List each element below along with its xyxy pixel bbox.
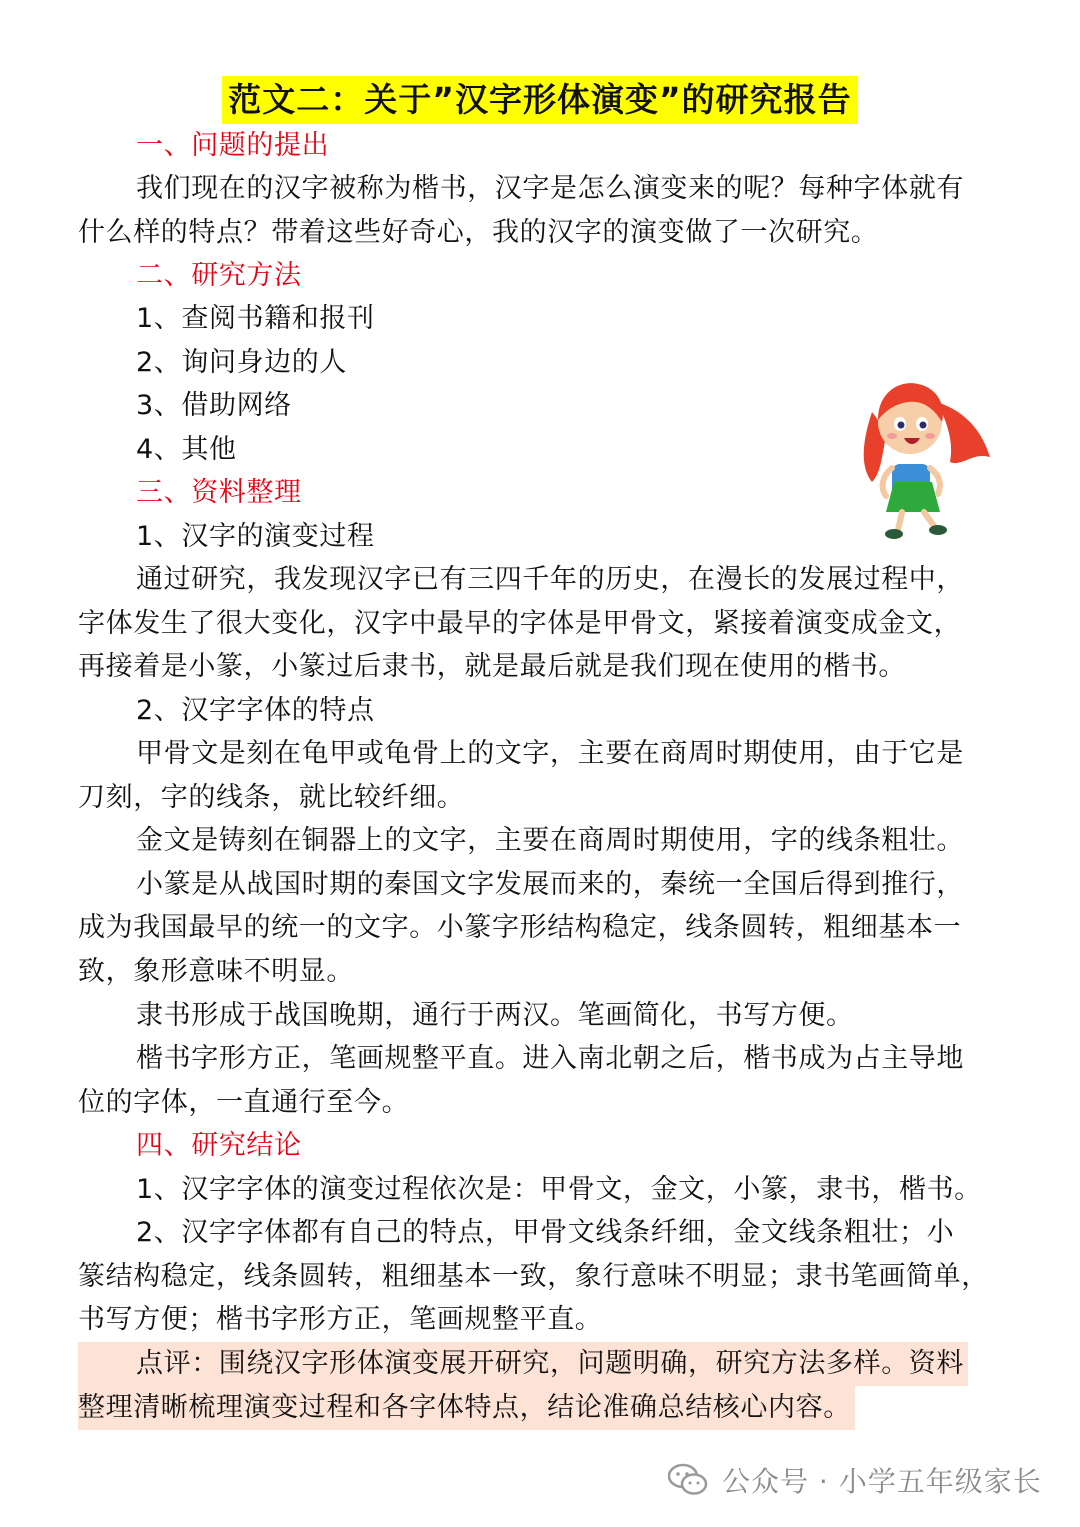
paragraph-line: 我们现在的汉字被称为楷书，汉字是怎么演变来的呢？每种字体就有 [136,173,964,204]
section-heading-2: 二、研究方法 [136,260,302,291]
paragraph-line: 金文是铸刻在铜器上的文字，主要在商周时期使用，字的线条粗壮。 [136,825,964,856]
footer-watermark [668,1455,1042,1505]
subheading: 2、汉字字体的特点 [136,695,375,726]
paragraph-line: 致，象形意味不明显。 [78,956,354,987]
comment-highlight: 点评：围绕汉字形体演变展开研究，问题明确，研究方法多样。资料 [78,1342,968,1386]
list-item: 4、其他 [136,434,237,465]
paragraph-line: 位的字体，一直通行至今。 [78,1087,410,1118]
list-item: 1、查阅书籍和报刊 [136,303,375,334]
list-item: 3、借助网络 [136,390,292,421]
paragraph-line: 成为我国最早的统一的文字。小篆字形结构稳定，线条圆转，粗细基本一 [78,912,962,943]
list-item: 2、询问身边的人 [136,347,347,378]
section-heading-4: 四、研究结论 [136,1130,302,1161]
paragraph-line: 2、汉字字体都有自己的特点，甲骨文线条纤细，金文线条粗壮；小 [136,1217,955,1248]
girl-illustration [842,372,992,547]
comment-line-2 [78,1386,1008,1430]
paragraph-line: 楷书字形方正，笔画规整平直。进入南北朝之后，楷书成为占主导地 [136,1043,964,1074]
paragraph-line: 字体发生了很大变化，汉字中最早的字体是甲骨文，紧接着演变成金文， [78,608,962,639]
paragraph-line: 刀刻，字的线条，就比较纤细。 [78,782,465,813]
paragraph-line: 书写方便；楷书字形方正，笔画规整平直。 [78,1304,603,1335]
page-title: 范文二：关于”汉字形体演变”的研究报告 [222,76,857,124]
paragraph-line: 隶书形成于战国晚期，通行于两汉。笔画简化，书写方便。 [136,1000,854,1031]
footer-text: 公众号 · 小学五年级家长 [722,1465,1042,1498]
wechat-icon [668,1462,708,1498]
title-row [0,76,1080,124]
paragraph-line: 小篆是从战国时期的秦国文字发展而来的，秦统一全国后得到推行， [136,869,964,900]
paragraph-line: 篆结构稳定，线条圆转，粗细基本一致，象行意味不明显；隶书笔画简单， [78,1261,989,1292]
subheading: 1、汉字的演变过程 [136,521,375,552]
section-heading-3: 三、资料整理 [136,477,302,508]
paragraph-line: 通过研究，我发现汉字已有三四千年的历史，在漫长的发展过程中， [136,564,964,595]
comment-highlight: 整理清晰梳理演变过程和各字体特点，结论准确总结核心内容。 [78,1386,855,1430]
section-heading-1: 一、问题的提出 [136,130,330,161]
paragraph-line: 1、汉字字体的演变过程依次是：甲骨文，金文，小篆，隶书，楷书。 [136,1174,982,1205]
paragraph-line: 什么样的特点？带着这些好奇心，我的汉字的演变做了一次研究。 [78,217,879,248]
paragraph-line: 再接着是小篆，小篆过后隶书，就是最后就是我们现在使用的楷书。 [78,651,906,682]
comment-line-1 [78,1342,1008,1386]
paragraph-line: 甲骨文是刻在龟甲或龟骨上的文字，主要在商周时期使用，由于它是 [136,738,964,769]
